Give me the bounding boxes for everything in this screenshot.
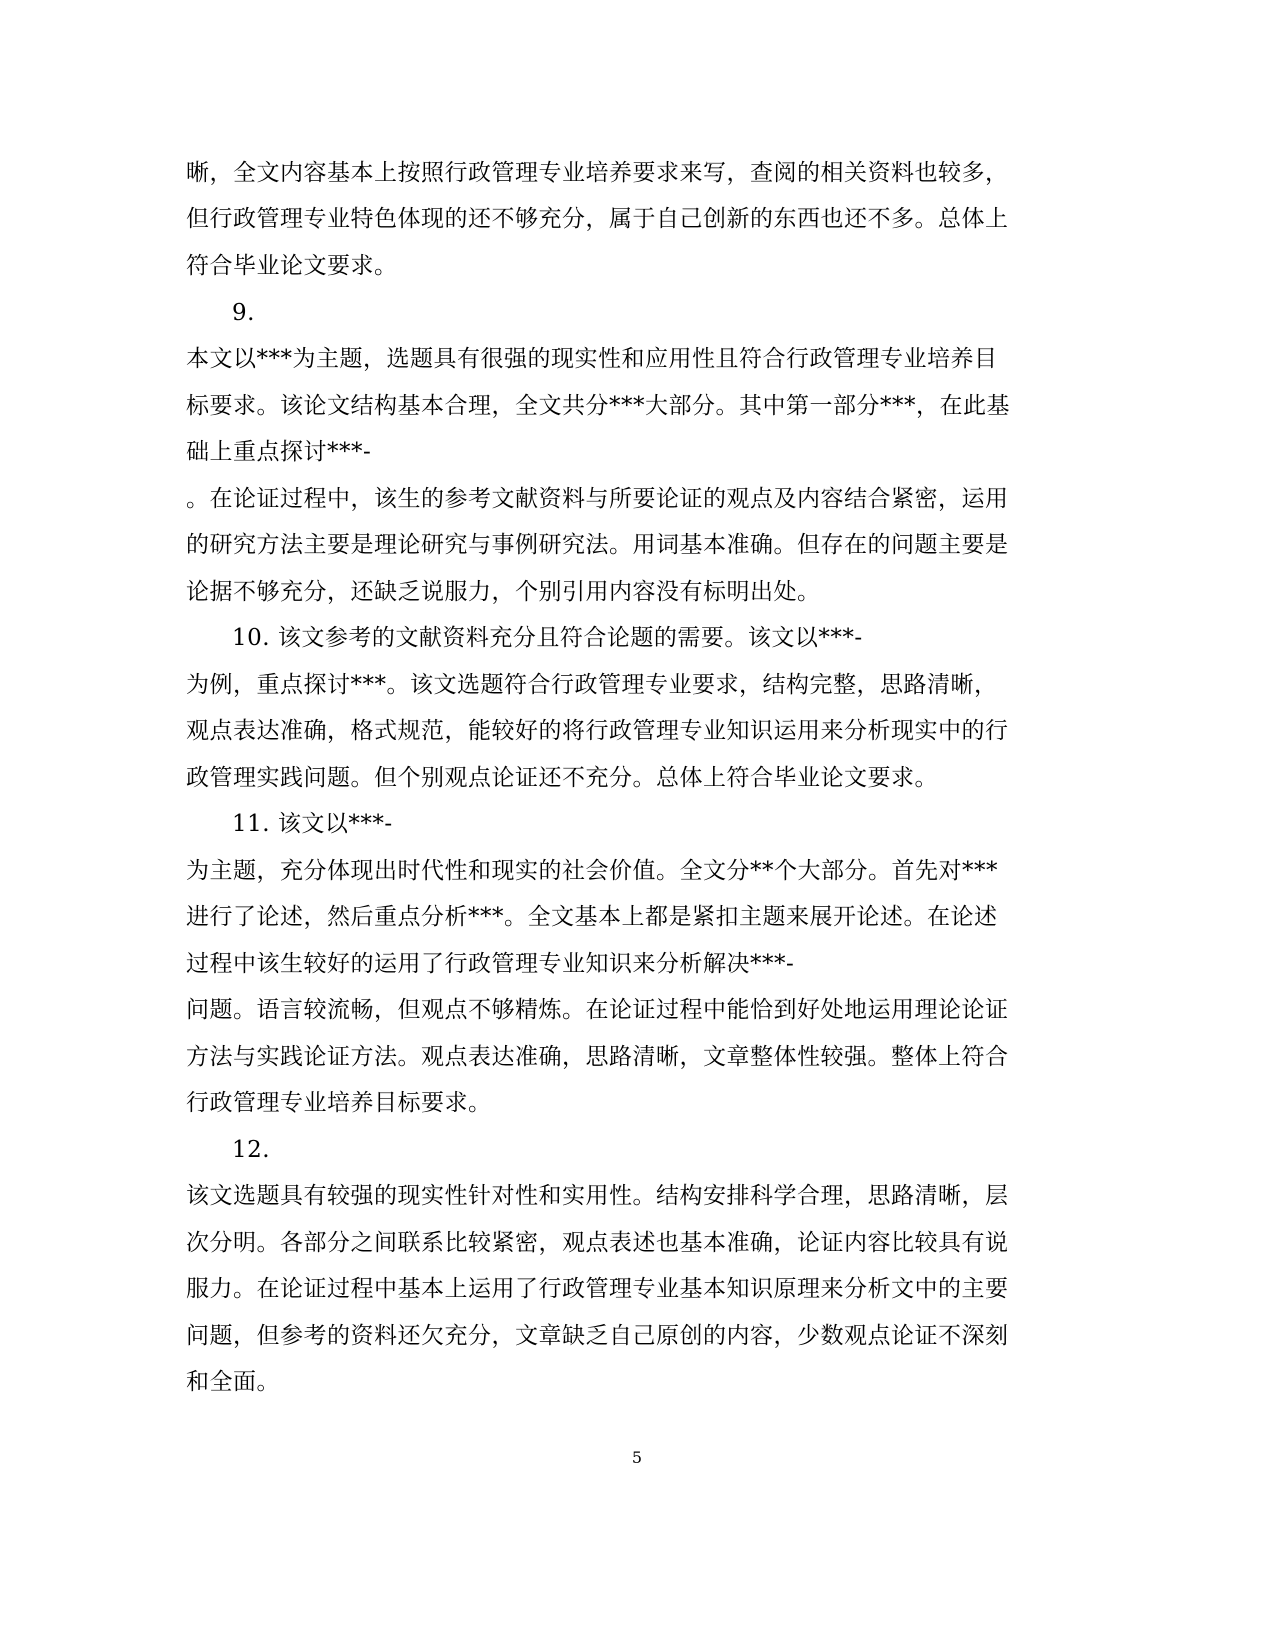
item-number: 12. [232,1137,271,1163]
item-number: 9. [232,300,255,326]
text-line: 和全面。 [186,1369,280,1395]
text-line: 为例，重点探讨***。该文选题符合行政管理专业要求，结构完整，思路清晰， [186,672,998,698]
text-line: 标要求。该论文结构基本合理，全文共分***大部分。其中第一部分***，在此基 [186,393,1010,419]
text-line: 为主题，充分体现出时代性和现实的社会价值。全文分**个大部分。首先对*** [186,858,998,884]
item-line: 11. 该文以***- [232,811,393,837]
text-line: 晰，全文内容基本上按照行政管理专业培养要求来写，查阅的相关资料也较多， [186,160,1009,186]
text-line: 服力。在论证过程中基本上运用了行政管理专业基本知识原理来分析文中的主要 [186,1276,1009,1302]
text-line: 方法与实践论证方法。观点表达准确，思路清晰，文章整体性较强。整体上符合 [186,1044,1009,1070]
text-line: 但行政管理专业特色体现的还不够充分，属于自己创新的东西也还不多。总体上 [186,206,1009,232]
text-line: 该文选题具有较强的现实性针对性和实用性。结构安排科学合理，思路清晰，层 [186,1183,1009,1209]
text-line: 进行了论述，然后重点分析***。全文基本上都是紧扣主题来展开论述。在论述 [186,904,998,930]
text-line: 论据不够充分，还缺乏说服力，个别引用内容没有标明出处。 [186,579,821,605]
text-line: 观点表达准确，格式规范，能较好的将行政管理专业知识运用来分析现实中的行 [186,718,1009,744]
text-line: 政管理实践问题。但个别观点论证还不充分。总体上符合毕业论文要求。 [186,765,938,791]
text-line: 的研究方法主要是理论研究与事例研究法。用词基本准确。但存在的问题主要是 [186,532,1009,558]
text-line: 过程中该生较好的运用了行政管理专业知识来分析解决***- [186,951,795,977]
text-line: 问题。语言较流畅，但观点不够精炼。在论证过程中能恰到好处地运用理论论证 [186,997,1009,1023]
text-line: 。在论证过程中，该生的参考文献资料与所要论证的观点及内容结合紧密，运用 [186,486,1009,512]
text-line: 本文以***为主题，选题具有很强的现实性和应用性且符合行政管理专业培养目 [186,346,998,372]
text-line: 次分明。各部分之间联系比较紧密，观点表述也基本准确，论证内容比较具有说 [186,1230,1009,1256]
item-line: 10. 该文参考的文献资料充分且符合论题的需要。该文以***- [232,625,863,651]
page-number: 5 [631,1448,643,1467]
text-line: 行政管理专业培养目标要求。 [186,1090,492,1116]
text-line: 问题，但参考的资料还欠充分，文章缺乏自己原创的内容，少数观点论证不深刻 [186,1323,1009,1349]
text-line: 符合毕业论文要求。 [186,253,398,279]
text-line: 础上重点探讨***- [186,439,372,465]
